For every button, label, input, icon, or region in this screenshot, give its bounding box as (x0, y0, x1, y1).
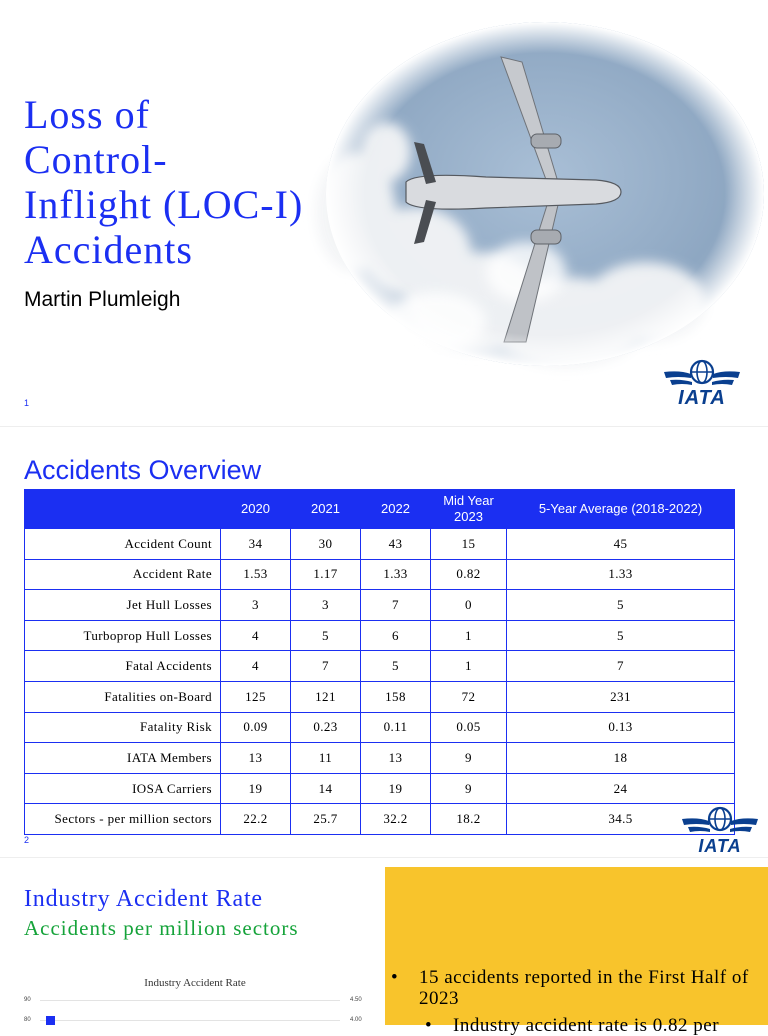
accidents-overview-slide (0, 426, 768, 857)
iata-logo (662, 358, 742, 410)
table-cell: 3 (221, 590, 291, 621)
table-cell: 7 (291, 651, 361, 682)
slide-title: Industry Accident Rate (24, 886, 263, 912)
airplane-photo (326, 22, 764, 367)
page-number: 1 (24, 398, 30, 408)
table-cell: 34.5 (507, 804, 735, 835)
table-header-cell: 2020 (221, 490, 291, 529)
table-cell: 4 (221, 620, 291, 651)
logo-text: IATA (698, 836, 742, 856)
table-cell: 32.2 (361, 804, 431, 835)
presentation-title (24, 92, 344, 272)
left-axis-tick: 90 (24, 997, 31, 1003)
table-cell: 11 (291, 743, 361, 774)
sub-bullet-item (385, 1015, 768, 1036)
left-axis-tick: 80 (24, 1017, 31, 1023)
table-cell: 5 (507, 590, 735, 621)
bullet-list (385, 967, 768, 1036)
table-row (25, 651, 735, 682)
table-cell: 1.53 (221, 559, 291, 590)
table-cell: 1.33 (507, 559, 735, 590)
table-cell: 3 (291, 590, 361, 621)
bullet-icon: • (425, 1015, 433, 1036)
table-header-cell: Mid Year 2023 (431, 490, 507, 529)
chart-title: Industry Accident Rate (144, 977, 246, 989)
table-row (25, 773, 735, 804)
row-label: IATA Members (25, 743, 221, 774)
row-label: IOSA Carriers (25, 773, 221, 804)
table-cell: 45 (507, 529, 735, 560)
bullet-text: Industry accident rate is 0.82 per (453, 1015, 720, 1036)
slide-title: Accidents Overview (24, 455, 262, 485)
table-cell: 7 (361, 590, 431, 621)
right-axis-tick: 4.50 (350, 997, 362, 1003)
table-header-row (25, 490, 735, 529)
table-cell: 9 (431, 743, 507, 774)
title-line: Accidents (24, 227, 193, 272)
table-header-cell: 2022 (361, 490, 431, 529)
author-name: Martin Plumleigh (24, 288, 181, 311)
table-cell: 0.05 (431, 712, 507, 743)
row-label: Fatal Accidents (25, 651, 221, 682)
table-cell: 4 (221, 651, 291, 682)
table-cell: 5 (361, 651, 431, 682)
table-cell: 0 (431, 590, 507, 621)
table-cell: 231 (507, 681, 735, 712)
table-row (25, 620, 735, 651)
table-cell: 34 (221, 529, 291, 560)
table-header-blank (25, 490, 221, 529)
table-cell: 14 (291, 773, 361, 804)
row-label: Accident Count (25, 529, 221, 560)
table-cell: 0.11 (361, 712, 431, 743)
table-cell: 24 (507, 773, 735, 804)
table-cell: 1.17 (291, 559, 361, 590)
table-row (25, 590, 735, 621)
industry-accident-rate-slide (0, 857, 768, 1036)
row-label: Fatality Risk (25, 712, 221, 743)
table-cell: 30 (291, 529, 361, 560)
title-line: Loss of (24, 92, 150, 137)
row-label: Fatalities on-Board (25, 681, 221, 712)
table-cell: 7 (507, 651, 735, 682)
key-points-box (385, 867, 768, 1036)
table-row (25, 743, 735, 774)
table-cell: 6 (361, 620, 431, 651)
title-line: Control- (24, 137, 168, 182)
table-row (25, 712, 735, 743)
table-cell: 1.33 (361, 559, 431, 590)
table-cell: 19 (361, 773, 431, 804)
table-cell: 43 (361, 529, 431, 560)
table-row (25, 529, 735, 560)
table-cell: 25.7 (291, 804, 361, 835)
row-label: Sectors - per million sectors (25, 804, 221, 835)
gridline (40, 1000, 340, 1001)
right-axis-tick: 4.00 (350, 1017, 362, 1023)
iata-logo (680, 805, 760, 857)
chart-bar (46, 1016, 55, 1025)
page-number: 2 (24, 835, 30, 845)
table-cell: 22.2 (221, 804, 291, 835)
table-header-cell: 2021 (291, 490, 361, 529)
row-label: Turboprop Hull Losses (25, 620, 221, 651)
table-cell: 1 (431, 620, 507, 651)
title-slide (0, 0, 768, 425)
table-cell: 0.23 (291, 712, 361, 743)
logo-text: IATA (678, 387, 726, 409)
table-cell: 158 (361, 681, 431, 712)
table-cell: 72 (431, 681, 507, 712)
table-cell: 0.13 (507, 712, 735, 743)
table-cell: 121 (291, 681, 361, 712)
table-cell: 15 (431, 529, 507, 560)
table-cell: 0.82 (431, 559, 507, 590)
globe-wings-icon (680, 805, 760, 839)
table-cell: 125 (221, 681, 291, 712)
table-cell: 5 (291, 620, 361, 651)
table-row (25, 559, 735, 590)
table-cell: 9 (431, 773, 507, 804)
table-cell: 1 (431, 651, 507, 682)
table-row (25, 681, 735, 712)
gridline (40, 1020, 340, 1021)
table-cell: 5 (507, 620, 735, 651)
row-label: Jet Hull Losses (25, 590, 221, 621)
table-cell: 13 (221, 743, 291, 774)
table-cell: 13 (361, 743, 431, 774)
bullet-icon: • (391, 967, 399, 988)
table-cell: 19 (221, 773, 291, 804)
table-cell: 0.09 (221, 712, 291, 743)
table-row (25, 804, 735, 835)
accidents-table (24, 489, 735, 835)
table-cell: 18.2 (431, 804, 507, 835)
slide-subtitle: Accidents per million sectors (24, 916, 299, 940)
title-line: Inflight (LOC-I) (24, 182, 304, 227)
row-label: Accident Rate (25, 559, 221, 590)
bullet-text: 15 accidents reported in the First Half of 2023 (419, 967, 749, 1009)
bullet-item (385, 967, 768, 1009)
table-header-cell: 5-Year Average (2018-2022) (507, 490, 735, 529)
table-cell: 18 (507, 743, 735, 774)
